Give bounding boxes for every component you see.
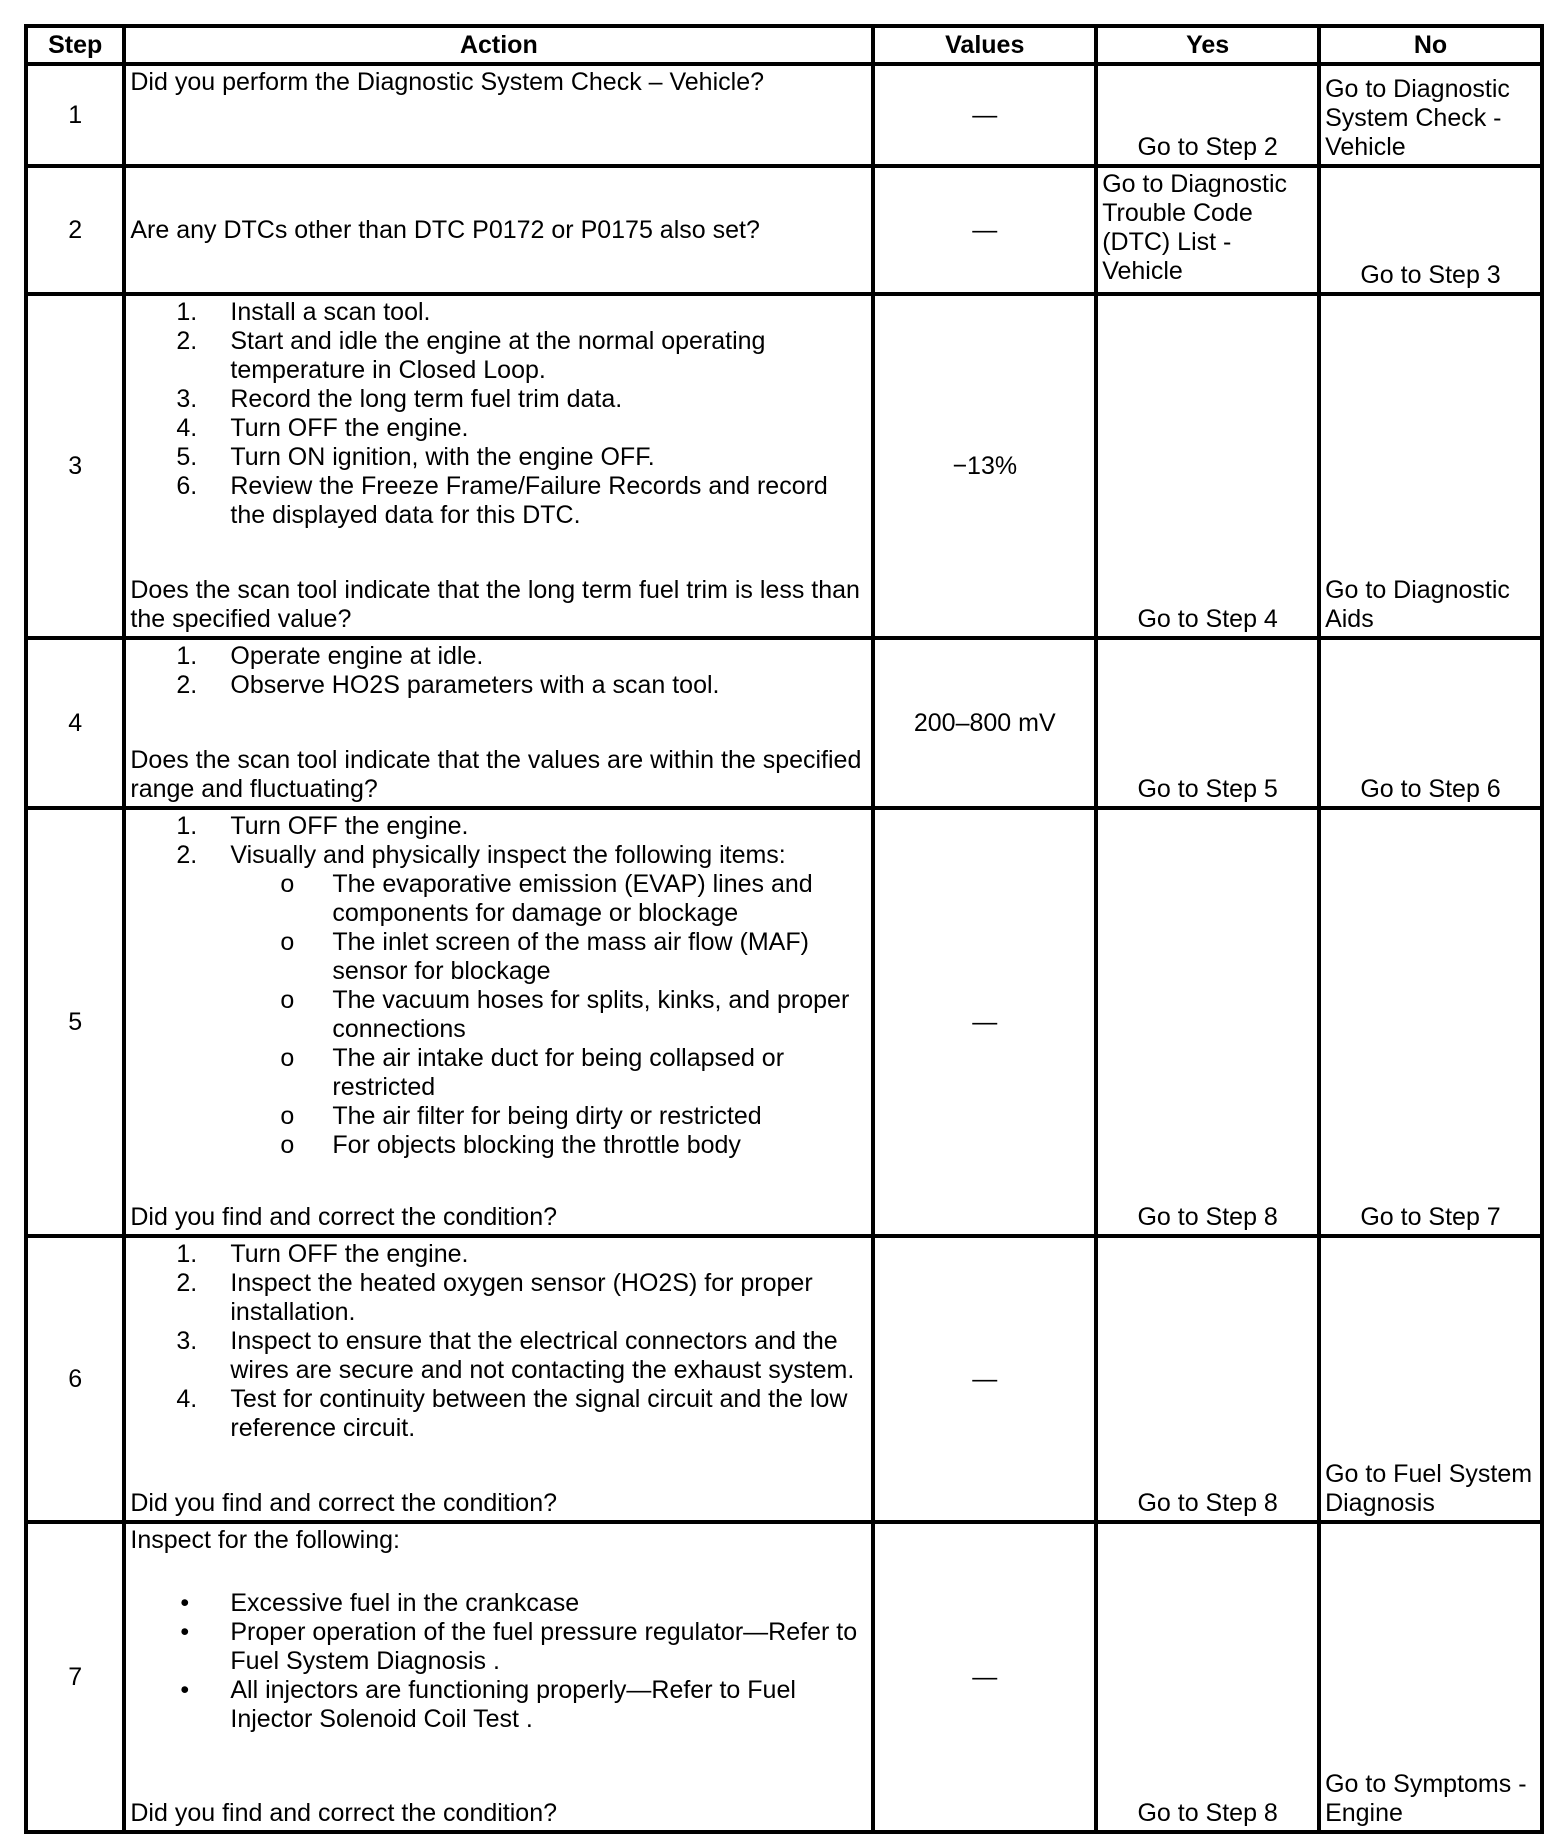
list-item: 1. Turn OFF the engine. (176, 1240, 469, 1268)
action-cell (124, 808, 873, 1236)
yes-link[interactable]: Go to Step 8 (1137, 1799, 1278, 1827)
action-question: Does the scan tool indicate that the values are within the specified range and fluctuating? (130, 746, 862, 803)
list-item: 2. Observe HO2S parameters with a scan tool. (176, 671, 720, 699)
action-question: Did you find and correct the condition? (130, 1799, 558, 1827)
action-question: Did you find and correct the condition? (130, 1203, 558, 1231)
list-item: • Excessive fuel in the crankcase (180, 1589, 580, 1617)
action-steps (130, 812, 867, 870)
header-action: Action (124, 26, 873, 64)
list-item: 3. Record the long term fuel trim data. (176, 385, 623, 413)
header-no: No (1319, 26, 1542, 64)
yes-link[interactable]: Go to Diagnostic Trouble Code (DTC) List - Vehicle (1102, 170, 1288, 285)
yes-link[interactable]: Go to Step 2 (1137, 133, 1278, 161)
action-steps (130, 298, 867, 530)
list-item: • All injectors are functioning properly—Refer to Fuel Injector Solenoid Coil Test . (180, 1676, 796, 1733)
action-question: Does the scan tool indicate that the long term fuel trim is less than the specified value? (130, 576, 860, 633)
no-link[interactable]: Go to Step 3 (1360, 261, 1501, 289)
yes-cell (1096, 1236, 1319, 1522)
table-row (26, 1522, 1542, 1832)
yes-cell (1096, 808, 1319, 1236)
value-cell: — (873, 1522, 1096, 1832)
yes-cell (1096, 166, 1319, 294)
action-steps (130, 1240, 867, 1443)
inspection-items (130, 870, 867, 1160)
step-number: 7 (26, 1522, 124, 1832)
value-cell: 200–800 mV (873, 638, 1096, 808)
yes-cell (1096, 1522, 1319, 1832)
no-cell (1319, 166, 1542, 294)
list-item: o The air intake duct for being collapsed or restricted (280, 1044, 785, 1101)
list-item: 4. Test for continuity between the signal circuit and the low reference circuit. (176, 1385, 848, 1442)
action-cell (124, 294, 873, 638)
no-link[interactable]: Go to Fuel System Diagnosis (1325, 1460, 1533, 1517)
action-steps (130, 642, 867, 700)
list-item: 2. Start and idle the engine at the normal operating temperature in Closed Loop. (176, 327, 766, 384)
list-item: o The vacuum hoses for splits, kinks, and proper connections (280, 986, 850, 1043)
table-row (26, 808, 1542, 1236)
action-cell (124, 1522, 873, 1832)
no-cell (1319, 294, 1542, 638)
list-item: o For objects blocking the throttle body (280, 1131, 741, 1159)
header-step: Step (26, 26, 124, 64)
diagnostic-table (24, 24, 1544, 1834)
step-number: 4 (26, 638, 124, 808)
no-link[interactable]: Go to Step 6 (1360, 775, 1501, 803)
value-cell: — (873, 1236, 1096, 1522)
inspection-bullets (130, 1589, 867, 1734)
action-intro: Inspect for the following: (130, 1526, 400, 1554)
list-item: 1. Install a scan tool. (176, 298, 431, 326)
no-link[interactable]: Go to Diagnostic Aids (1325, 576, 1510, 633)
list-item: o The inlet screen of the mass air flow (MAF) sensor for blockage (280, 928, 809, 985)
table-row (26, 64, 1542, 166)
header-row (26, 26, 1542, 64)
no-cell (1319, 1236, 1542, 1522)
yes-link[interactable]: Go to Step 8 (1137, 1203, 1278, 1231)
table-row (26, 638, 1542, 808)
list-item: 1. Turn OFF the engine. (176, 812, 469, 840)
list-item: 1. Operate engine at idle. (176, 642, 484, 670)
value-cell: — (873, 166, 1096, 294)
action-cell (124, 64, 873, 166)
no-cell (1319, 1522, 1542, 1832)
list-item: o The evaporative emission (EVAP) lines and components for damage or blockage (280, 870, 813, 927)
value-cell: — (873, 64, 1096, 166)
yes-cell (1096, 638, 1319, 808)
list-item: 2. Inspect the heated oxygen sensor (HO2S) for proper installation. (176, 1269, 813, 1326)
no-cell (1319, 64, 1542, 166)
step-number: 5 (26, 808, 124, 1236)
no-cell (1319, 638, 1542, 808)
list-item: 2. Visually and physically inspect the following items: (176, 841, 786, 869)
list-item: o The air filter for being dirty or restricted (280, 1102, 762, 1130)
value-cell: — (873, 808, 1096, 1236)
header-yes: Yes (1096, 26, 1319, 64)
no-link[interactable]: Go to Step 7 (1360, 1203, 1501, 1231)
list-item: • Proper operation of the fuel pressure regulator—Refer to Fuel System Diagnosis . (180, 1618, 858, 1675)
no-cell (1319, 808, 1542, 1236)
yes-cell (1096, 294, 1319, 638)
step-number: 1 (26, 64, 124, 166)
table-row (26, 1236, 1542, 1522)
yes-cell (1096, 64, 1319, 166)
list-item: 3. Inspect to ensure that the electrical connectors and the wires are secure and not contacting the exhaust system. (176, 1327, 855, 1384)
list-item: 4. Turn OFF the engine. (176, 414, 469, 442)
yes-link[interactable]: Go to Step 5 (1137, 775, 1278, 803)
action-cell (124, 166, 873, 294)
action-cell (124, 1236, 873, 1522)
header-values: Values (873, 26, 1096, 64)
value-cell: −13% (873, 294, 1096, 638)
yes-link[interactable]: Go to Step 4 (1137, 605, 1278, 633)
yes-link[interactable]: Go to Step 8 (1137, 1489, 1278, 1517)
table-row (26, 166, 1542, 294)
step-number: 3 (26, 294, 124, 638)
action-question: Are any DTCs other than DTC P0172 or P0175 also set? (130, 215, 760, 244)
action-question: Did you perform the Diagnostic System Check – Vehicle? (130, 68, 765, 96)
list-item: 5. Turn ON ignition, with the engine OFF. (176, 443, 655, 471)
no-link[interactable]: Go to Diagnostic System Check - Vehicle (1325, 75, 1510, 161)
no-link[interactable]: Go to Symptoms - Engine (1325, 1770, 1527, 1827)
step-number: 6 (26, 1236, 124, 1522)
table-row (26, 294, 1542, 638)
action-question: Did you find and correct the condition? (130, 1489, 558, 1517)
step-number: 2 (26, 166, 124, 294)
list-item: 6. Review the Freeze Frame/Failure Records and record the displayed data for this DTC. (176, 472, 828, 529)
action-cell (124, 638, 873, 808)
